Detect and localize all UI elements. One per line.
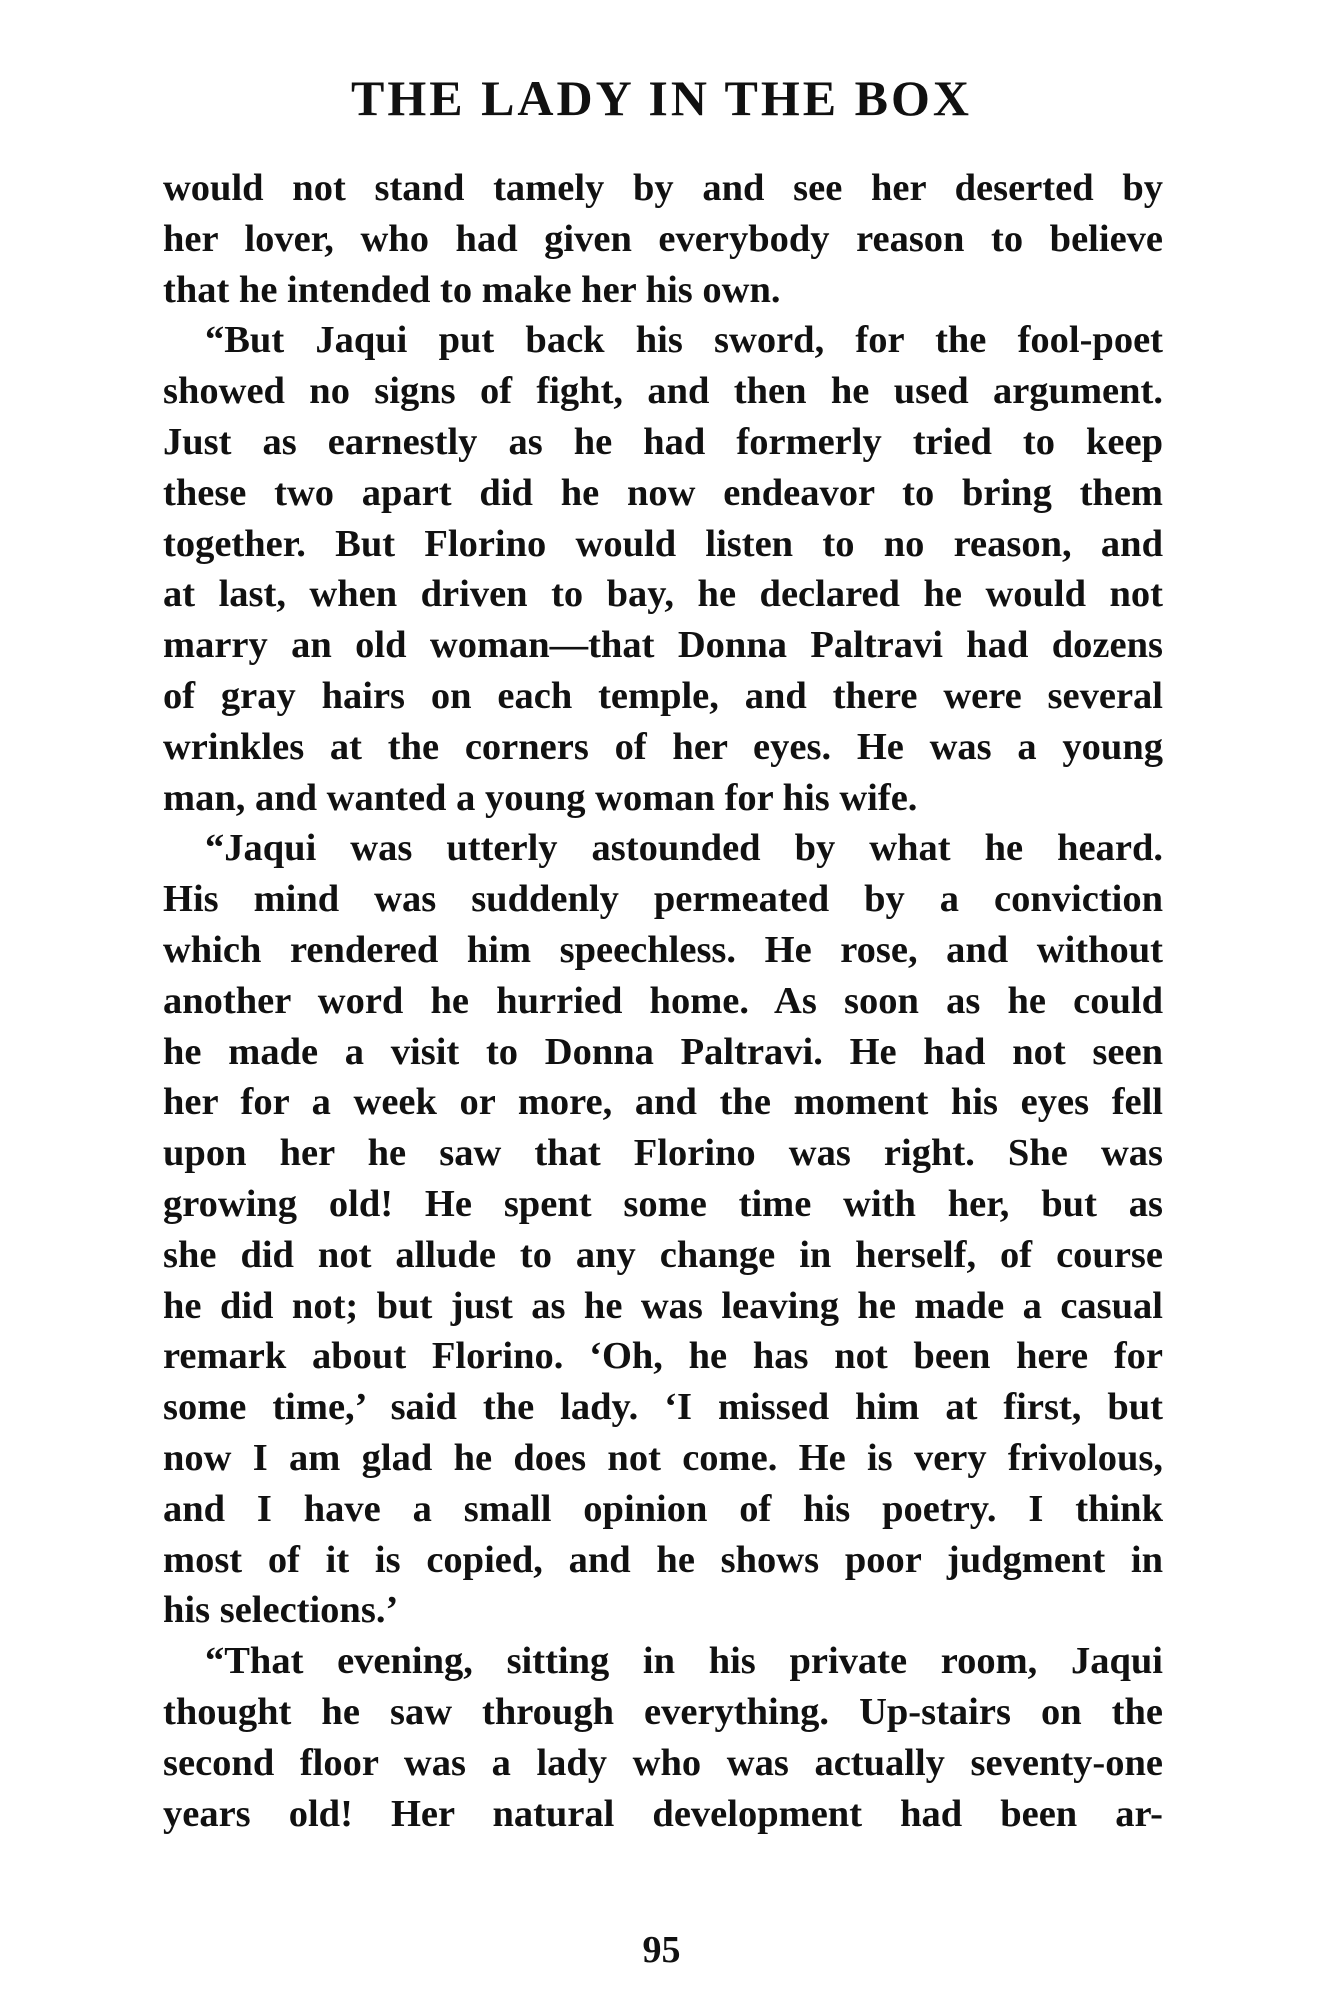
paragraph [163, 823, 1163, 1636]
text-line: Just as earnestly as he had formerly tried to keep [163, 420, 1163, 463]
paragraph [163, 163, 1163, 315]
text-line: now I am glad he does not come. He is very frivolous, [163, 1436, 1163, 1479]
text-line: would not stand tamely by and see her deserted by [163, 167, 1163, 209]
paragraph [163, 315, 1163, 823]
text-line: His mind was suddenly permeated by a conviction [163, 878, 1163, 921]
text-line: “But Jaqui put back his sword, for the fool-poet [205, 319, 1163, 362]
text-line: thought he saw through everything. Up-stairs on the [163, 1690, 1163, 1733]
text-line: years old! Her natural development had been ar- [163, 1792, 1163, 1835]
text-line: which rendered him speechless. He rose, and without [163, 928, 1163, 971]
body-text [163, 163, 1163, 1839]
text-line: he did not; but just as he was leaving he made a casual [163, 1284, 1163, 1327]
text-line: upon her he saw that Florino was right. She was [163, 1132, 1163, 1175]
text-line: marry an old woman—that Donna Paltravi had dozens [163, 624, 1163, 667]
text-line: another word he hurried home. As soon as he could [163, 979, 1163, 1022]
text-line: of gray hairs on each temple, and there were several [163, 674, 1163, 717]
text-line: together. But Florino would listen to no reason, and [163, 522, 1163, 565]
text-line: these two apart did he now endeavor to bring them [163, 471, 1163, 514]
text-line: most of it is copied, and he shows poor judgment in [163, 1538, 1163, 1581]
text-line: her for a week or more, and the moment his eyes fell [163, 1081, 1163, 1124]
text-line: man, and wanted a young woman for his wife. [163, 776, 918, 819]
text-line: at last, when driven to bay, he declared he would not [163, 573, 1163, 616]
text-line: her lover, who had given everybody reason to believe [163, 217, 1163, 260]
text-line: his selections.’ [163, 1589, 399, 1632]
running-head: THE LADY IN THE BOX [350, 70, 972, 126]
paragraph [163, 1636, 1163, 1839]
text-line: she did not allude to any change in herself, of course [163, 1233, 1163, 1276]
text-line: wrinkles at the corners of her eyes. He was a young [163, 725, 1163, 768]
text-line: “That evening, sitting in his private room, Jaqui [205, 1640, 1163, 1683]
text-line: and I have a small opinion of his poetry. I think [163, 1487, 1163, 1530]
text-line: showed no signs of fight, and then he used argument. [163, 370, 1163, 413]
text-line: some time,’ said the lady. ‘I missed him at first, but [163, 1386, 1163, 1429]
text-line: remark about Florino. ‘Oh, he has not been here for [163, 1335, 1163, 1378]
text-line: “Jaqui was utterly astounded by what he heard. [205, 827, 1163, 870]
text-line: second floor was a lady who was actually seventy-one [163, 1741, 1163, 1784]
text-line: that he intended to make her his own. [163, 268, 781, 311]
text-line: growing old! He spent some time with her, but as [163, 1182, 1163, 1225]
text-line: he made a visit to Donna Paltravi. He had not seen [163, 1030, 1163, 1073]
page-number: 95 [642, 1929, 681, 1971]
